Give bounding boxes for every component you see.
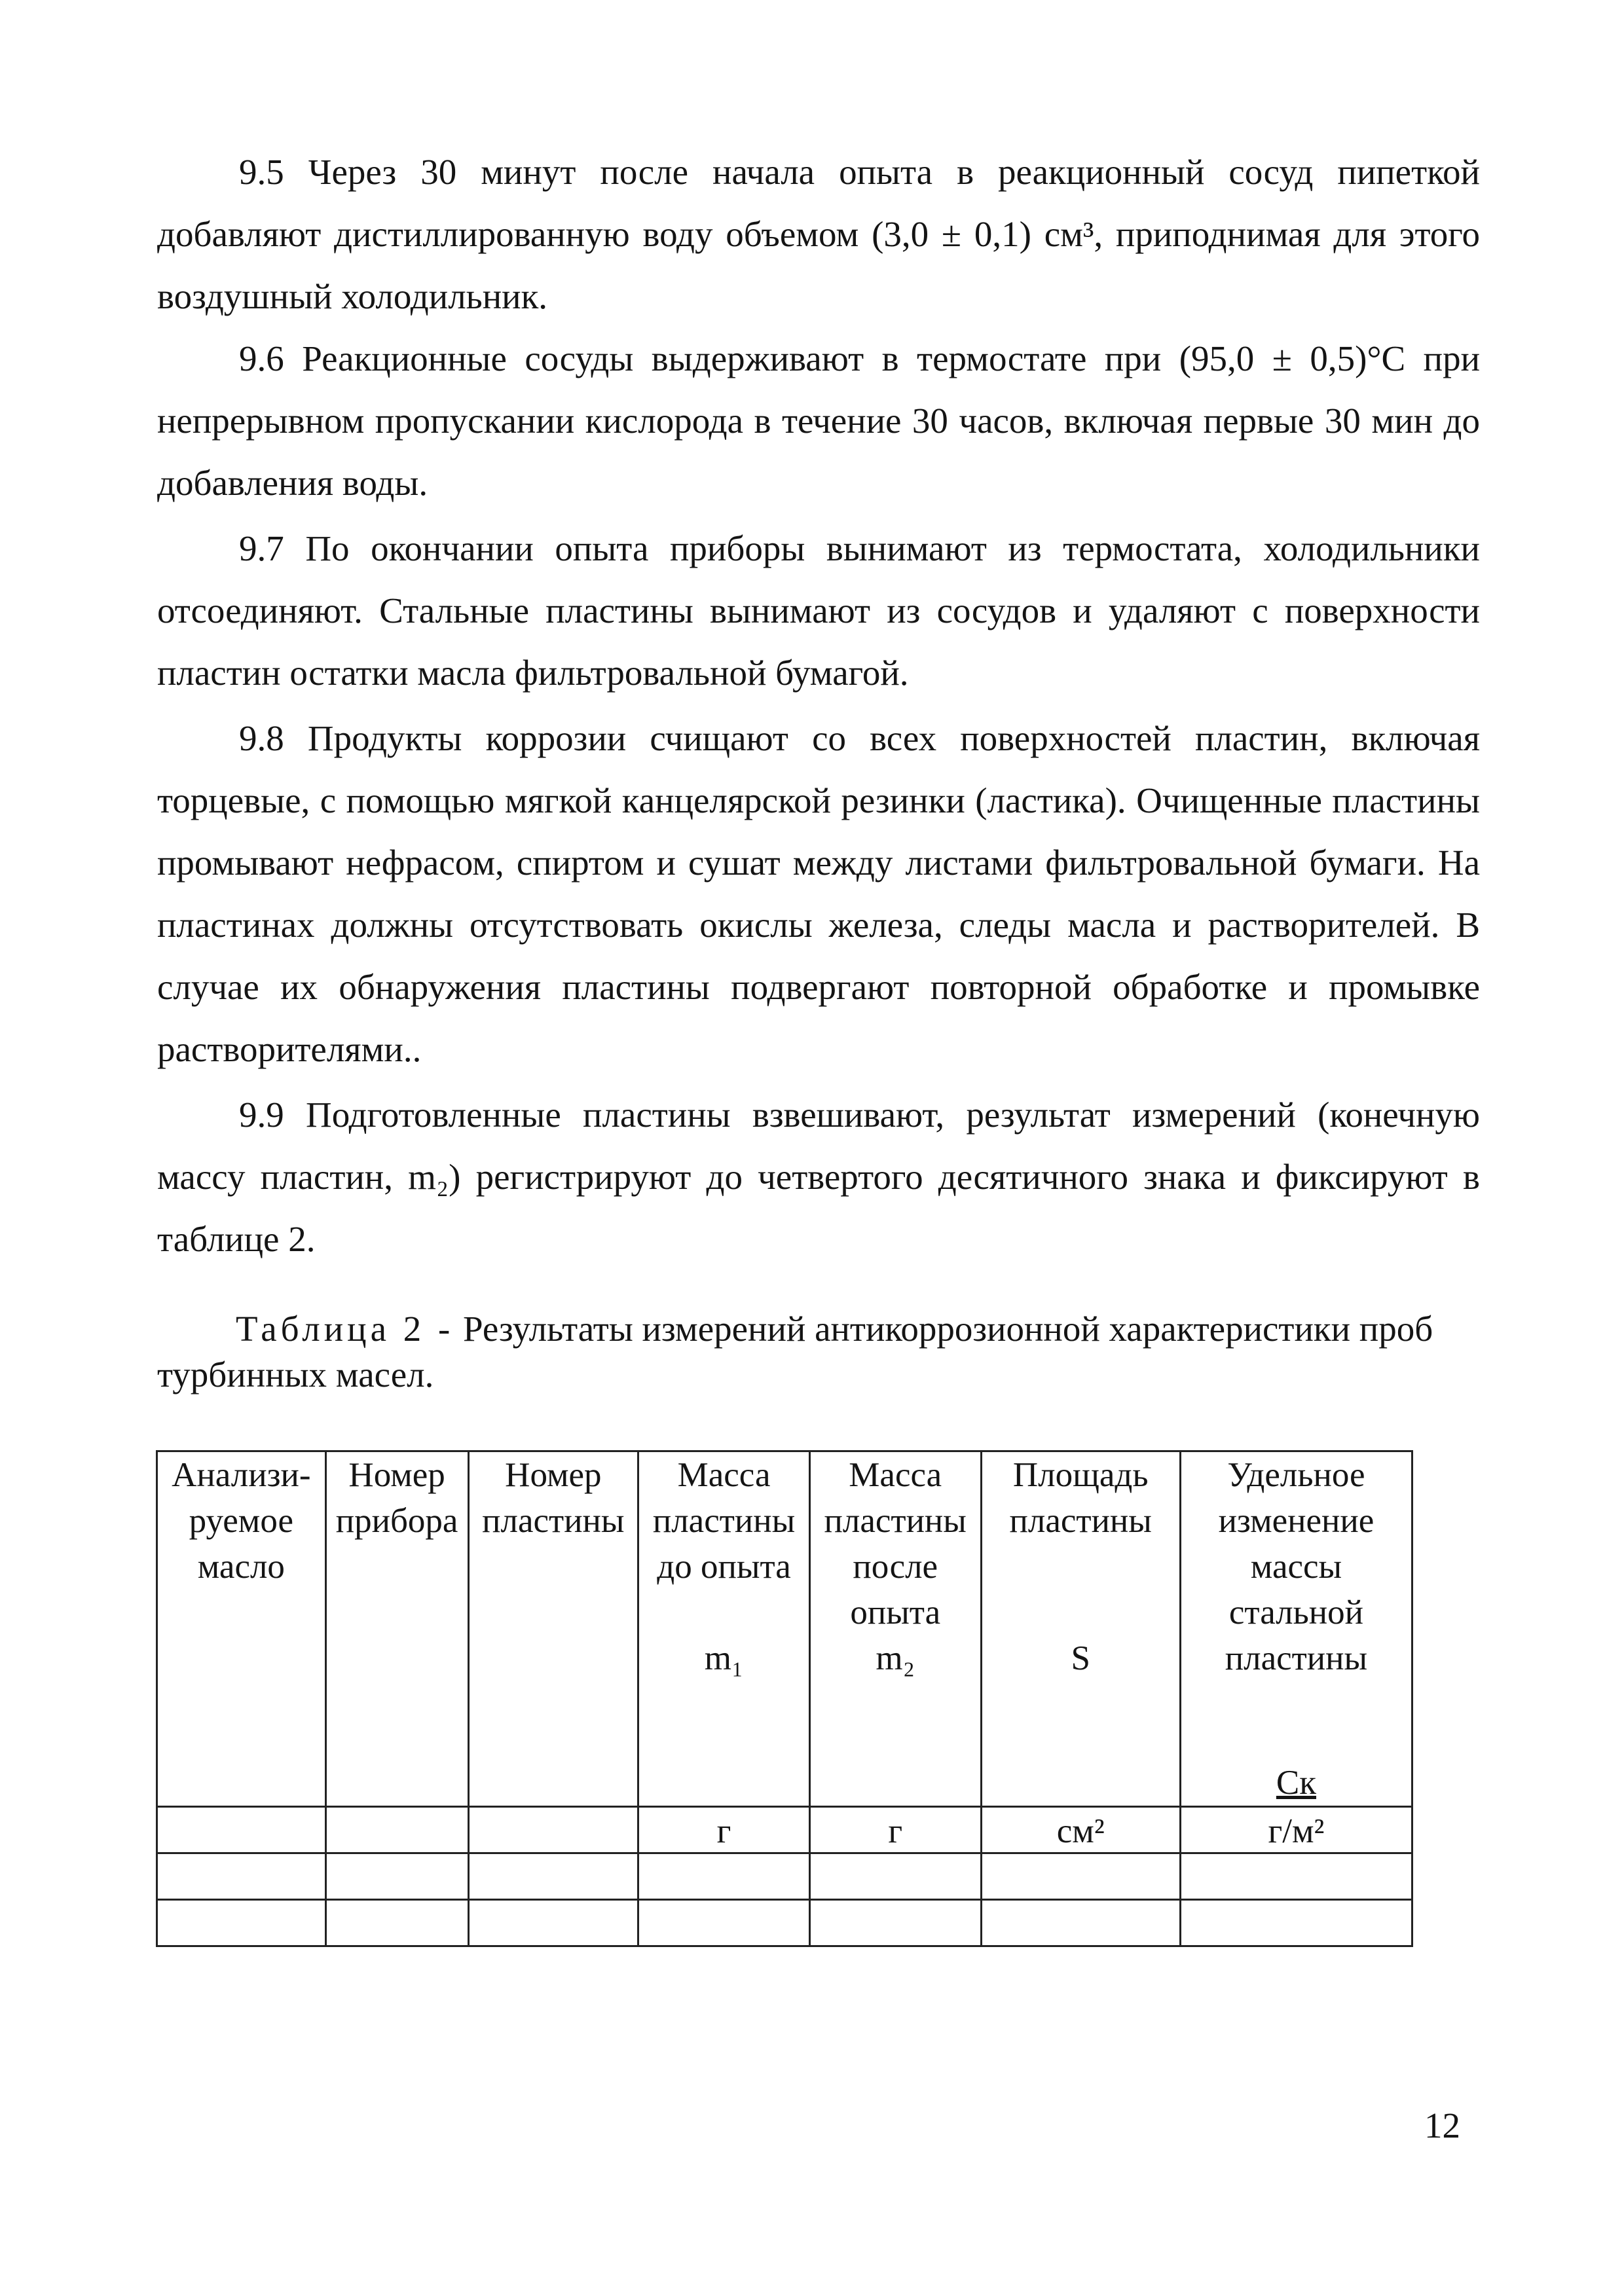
- header-symbol-ck: Cк: [1276, 1764, 1316, 1802]
- table-cell: [325, 1853, 468, 1900]
- header-label: Номер пластины: [482, 1456, 625, 1540]
- header-label: Удельное изменение массы стальной пластины: [1218, 1456, 1375, 1677]
- table-cell: [981, 1900, 1180, 1946]
- paragraph-9-9: 9.9 Подготовленные пластины взвешивают, результат измерений (конечную массу пластин, m₂) регистрируют до четвертого десятичного знака и фиксируют в таблице 2.: [157, 1095, 1480, 1259]
- table-cell: [325, 1900, 468, 1946]
- header-label: Масса пластины до опыта: [652, 1456, 796, 1586]
- table-cell: [981, 1853, 1180, 1900]
- table-cell: [638, 1900, 810, 1946]
- unit-cell-grams: г: [809, 1807, 981, 1853]
- results-table: [156, 1450, 1413, 1947]
- header-symbol-s: S: [1071, 1639, 1090, 1677]
- table-caption: [157, 1306, 1480, 1398]
- table-cell: [157, 1853, 326, 1900]
- unit-cell-g-per-m2: г/м²: [1180, 1807, 1412, 1853]
- table-cell: [157, 1900, 326, 1946]
- header-cell-oil: [157, 1451, 326, 1807]
- header-cell-device-number: [325, 1451, 468, 1807]
- header-symbol-m2: m₂: [876, 1639, 915, 1677]
- table-caption-text: Результаты измерений антикоррозионной характеристики проб турбинных масел.: [157, 1309, 1433, 1394]
- header-label: Номер прибора: [335, 1456, 458, 1540]
- table-cell: [638, 1853, 810, 1900]
- table-units-row: [157, 1807, 1412, 1853]
- header-cell-plate-number: [468, 1451, 638, 1807]
- table-row: [157, 1853, 1412, 1900]
- header-cell-specific-change: [1180, 1451, 1412, 1807]
- unit-cell-grams: г: [638, 1807, 810, 1853]
- page-number: 12: [1424, 2105, 1460, 2145]
- header-label: Площадь пластины: [1009, 1456, 1152, 1540]
- paragraph-9-5: 9.5 Через 30 минут после начала опыта в реакционный сосуд пипеткой добавляют дистиллированную воду объемом (3,0 ± 0,1) см³, приподнимая для этого воздушный холодильник.: [157, 152, 1480, 316]
- table-cell: [1180, 1900, 1412, 1946]
- header-cell-mass-after: [809, 1451, 981, 1807]
- unit-cell: [468, 1807, 638, 1853]
- unit-cell: [157, 1807, 326, 1853]
- header-cell-mass-before: [638, 1451, 810, 1807]
- header-cell-area: [981, 1451, 1180, 1807]
- table-cell: [1180, 1853, 1412, 1900]
- table-caption-lead: Таблица 2 -: [236, 1309, 454, 1349]
- header-label: Анализи-руемое масло: [172, 1456, 311, 1586]
- table-row: [157, 1900, 1412, 1946]
- paragraph-9-7: 9.7 По окончании опыта приборы вынимают из термостата, холодильники отсоединяют. Стальные пластины вынимают из сосудов и удаляют с поверхности пластин остатки масла фильтровальной бумагой.: [157, 528, 1480, 693]
- table-header-row: [157, 1451, 1412, 1807]
- paragraph-9-8: 9.8 Продукты коррозии счищают со всех поверхностей пластин, включая торцевые, с помощью мягкой канцелярской резинки (ластика). Очищенные пластины промывают нефрасом, спиртом и сушат между листами фильтровальной бумаги. На пластинах должны отсутствовать окислы железа, следы масла и растворителей. В случае их обнаружения пластины подвергают повторной обработке и промывке растворителями..: [157, 718, 1480, 1069]
- header-label: Масса пластины после опыта: [824, 1456, 967, 1631]
- unit-cell: [325, 1807, 468, 1853]
- table-cell: [468, 1900, 638, 1946]
- table-cell: [809, 1853, 981, 1900]
- paragraph-9-6: 9.6 Реакционные сосуды выдерживают в термостате при (95,0 ± 0,5)°С при непрерывном пропускании кислорода в течение 30 часов, включая первые 30 мин до добавления воды.: [157, 338, 1480, 503]
- unit-cell-cm2: см²: [981, 1807, 1180, 1853]
- header-symbol-m1: m₁: [704, 1639, 744, 1677]
- table-cell: [468, 1853, 638, 1900]
- table-cell: [809, 1900, 981, 1946]
